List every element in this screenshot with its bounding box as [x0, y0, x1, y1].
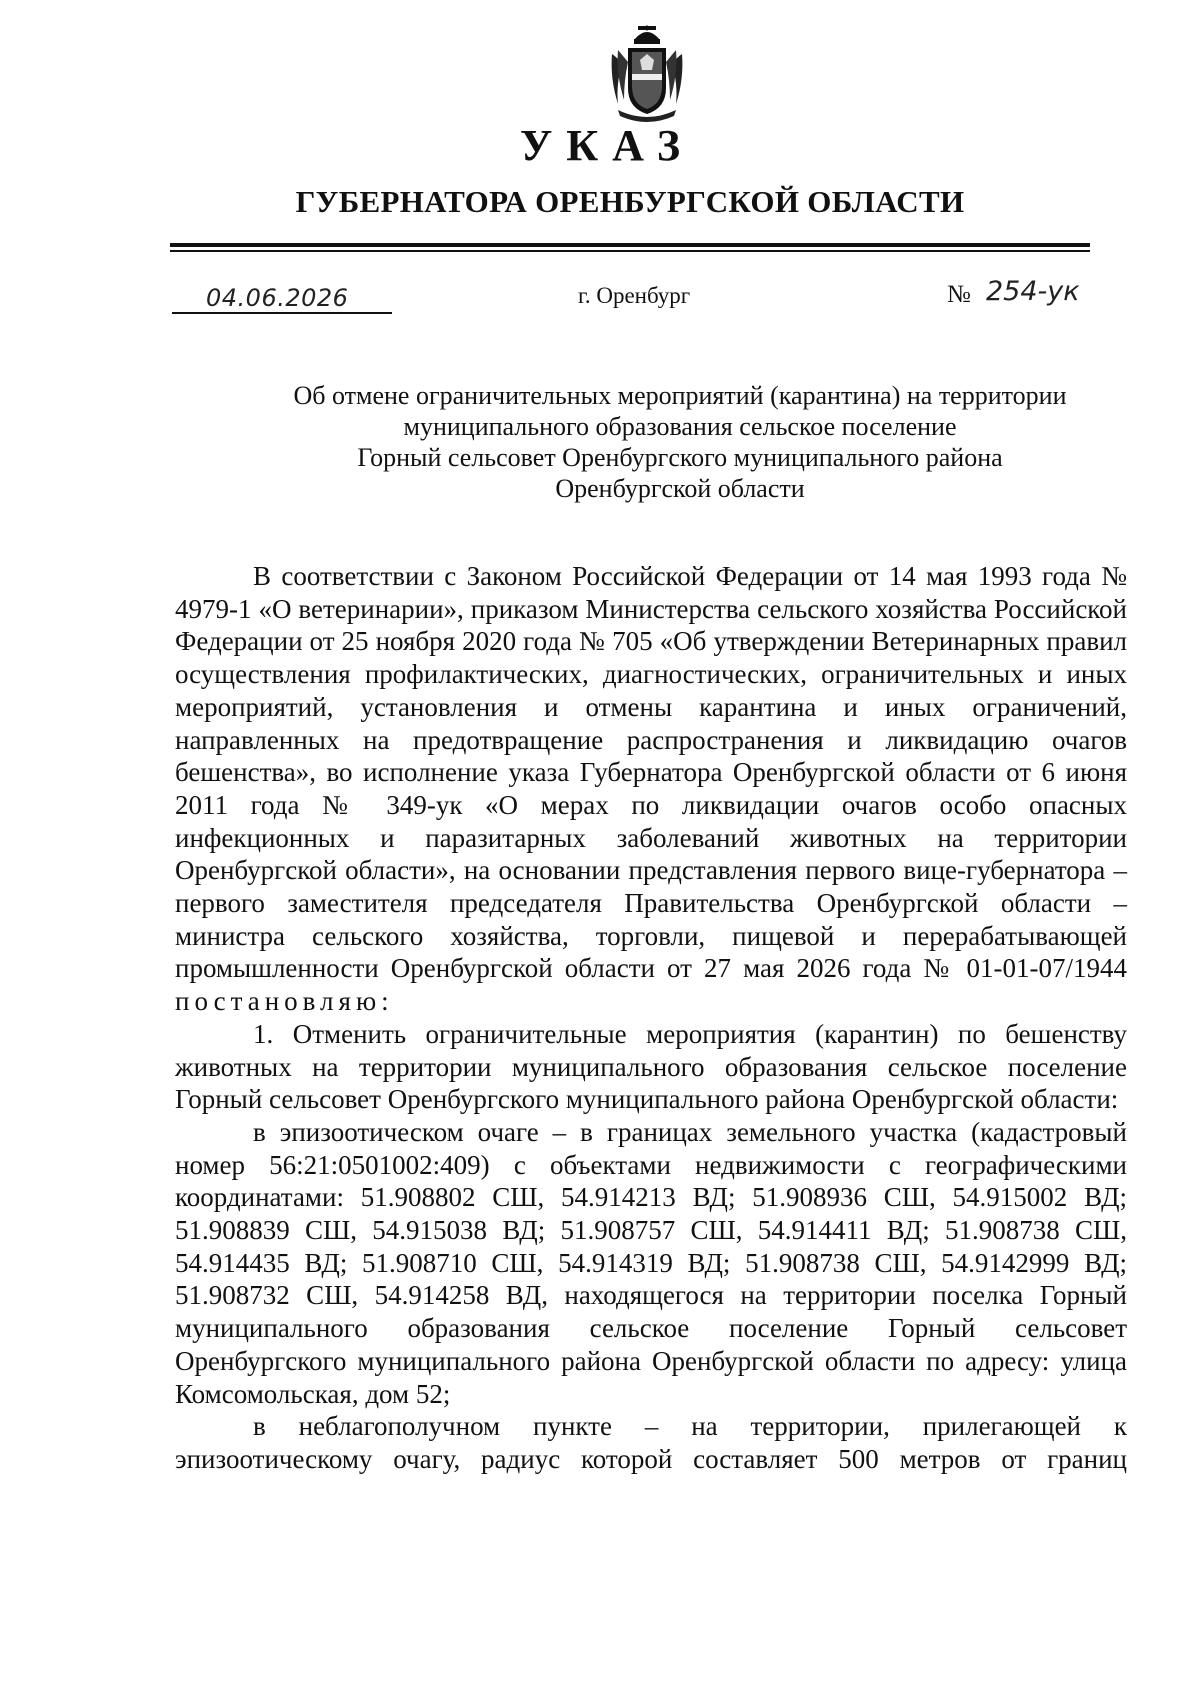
- subject-line: муниципального образования сельское поселение: [403, 412, 957, 441]
- decree-word: постановляю:: [175, 986, 394, 1017]
- subject-line: Об отмене ограничительных мероприятий (карантина) на территории: [293, 381, 1067, 410]
- subject-line: Горный сельсовет Оренбургского муниципального района: [357, 443, 1003, 472]
- document-city: г. Оренбург: [578, 283, 691, 308]
- issuer-title: ГУБЕРНАТОРА ОРЕНБУРГСКОЙ ОБЛАСТИ: [295, 184, 965, 219]
- unsafe-point-paragraph: в неблагополучном пункте – на территории, прилегающей к эпизоотическому очагу, радиус которой составляет 500 метров от границ: [175, 1411, 1127, 1474]
- epizootic-focus-paragraph: в эпизоотическом очаге – в границах земельного участка (кадастровый номер 56:21:0501002:409) с объектами недвижимости с географическими координатами: 51.908802 СШ, 54.914213 ВД; 51.908936 СШ, 54.915002 ВД; 51.908839 СШ, 54.915038 ВД; 51.908757 СШ, 54.914411 ВД; 51.908738 СШ, 54.914435 ВД; 51.908710 СШ, 54.914319 ВД; 51.908738 СШ, 54.9142999 ВД; 51.908732 СШ, 54.914258 ВД, находящегося на территории поселка Горный муниципального образования сельское поселение Горный сельсовет Оренбургского муниципального района Оренбургской области по адресу: улица Комсомольская, дом 52;: [175, 1116, 1127, 1409]
- document-date: 04.06.2026: [206, 284, 349, 312]
- document-subject: [230, 380, 1130, 504]
- coat-of-arms-emblem-icon: [608, 24, 686, 124]
- document-type-title: УКАЗ: [519, 121, 695, 170]
- preamble-text: В соответствии с Законом Российской Федерации от 14 мая 1993 года № 4979-1 «О ветеринарии», приказом Министерства сельского хозяйства Российской Федерации от 25 ноября 2020 года № 705 «Об утверждении Ветеринарных правил осуществления профилактических, диагностических, ограничительных и иных мероприятий, установления и отмены карантина и иных ограничений, направленных на предотвращение распространения и ликвидацию очагов бешенства», во исполнение указа Губернатора Оренбургской области от 6 июня 2011 года № 349-ук «О мерах по ликвидации очагов особо опасных инфекционных и паразитарных заболеваний животных на территории Оренбургской области», на основании представления первого вице-губернатора – первого заместителя председателя Правительства Оренбургской области – министра сельского хозяйства, торговли, пищевой и перерабатывающей промышленности Оренбургской области от 27 мая 2026 года № 01-01-07/1944: [175, 561, 1127, 984]
- preamble-paragraph: [175, 560, 1127, 1018]
- header-divider-thin: [170, 250, 1090, 252]
- document-body: [175, 560, 1127, 1476]
- subject-line: Оренбургской области: [555, 474, 805, 503]
- document-number: 254-ук: [986, 276, 1080, 307]
- document-number-label: №: [947, 281, 971, 308]
- header-divider-thick: [170, 243, 1090, 247]
- item-1-paragraph: 1. Отменить ограничительные мероприятия (карантин) по бешенству животных на территории муниципального образования сельское поселение Горный сельсовет Оренбургского муниципального района Оренбургской области:: [175, 1018, 1127, 1115]
- date-underline: [172, 312, 392, 314]
